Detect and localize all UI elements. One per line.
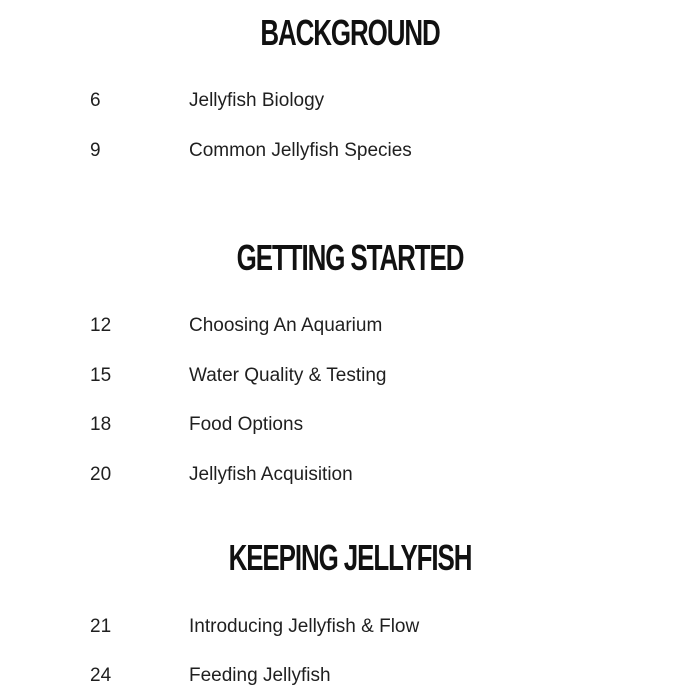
page-number: 6	[90, 90, 101, 111]
entry-title: Common Jellyfish Species	[189, 140, 412, 161]
entry-title: Feeding Jellyfish	[189, 665, 331, 686]
section-heading-background: BACKGROUND	[260, 12, 440, 53]
entry-title: Jellyfish Biology	[189, 90, 325, 111]
toc-entry[interactable]	[0, 136, 700, 166]
entry-title: Jellyfish Acquisition	[189, 464, 353, 485]
toc-entry[interactable]	[0, 661, 700, 691]
section-heading-getting-started: GETTING STARTED	[236, 237, 464, 278]
page-number: 15	[90, 365, 112, 386]
page-number: 20	[90, 464, 112, 485]
page-number: 9	[90, 140, 101, 161]
page-number: 12	[90, 315, 112, 336]
entry-title: Food Options	[189, 414, 304, 435]
toc-entry[interactable]	[0, 460, 700, 490]
page-number: 24	[90, 665, 112, 686]
toc-entry[interactable]	[0, 361, 700, 391]
section-heading-keeping-jellyfish: KEEPING JELLYFISH	[228, 537, 472, 578]
toc-entry[interactable]	[0, 86, 700, 116]
toc-entry[interactable]	[0, 410, 700, 440]
entry-title: Water Quality & Testing	[189, 365, 387, 386]
page-number: 18	[90, 414, 112, 435]
toc-entry[interactable]	[0, 311, 700, 341]
entry-title: Choosing An Aquarium	[189, 315, 383, 336]
page-number: 21	[90, 616, 112, 637]
toc-entry[interactable]	[0, 612, 700, 642]
entry-title: Introducing Jellyfish & Flow	[189, 616, 420, 637]
